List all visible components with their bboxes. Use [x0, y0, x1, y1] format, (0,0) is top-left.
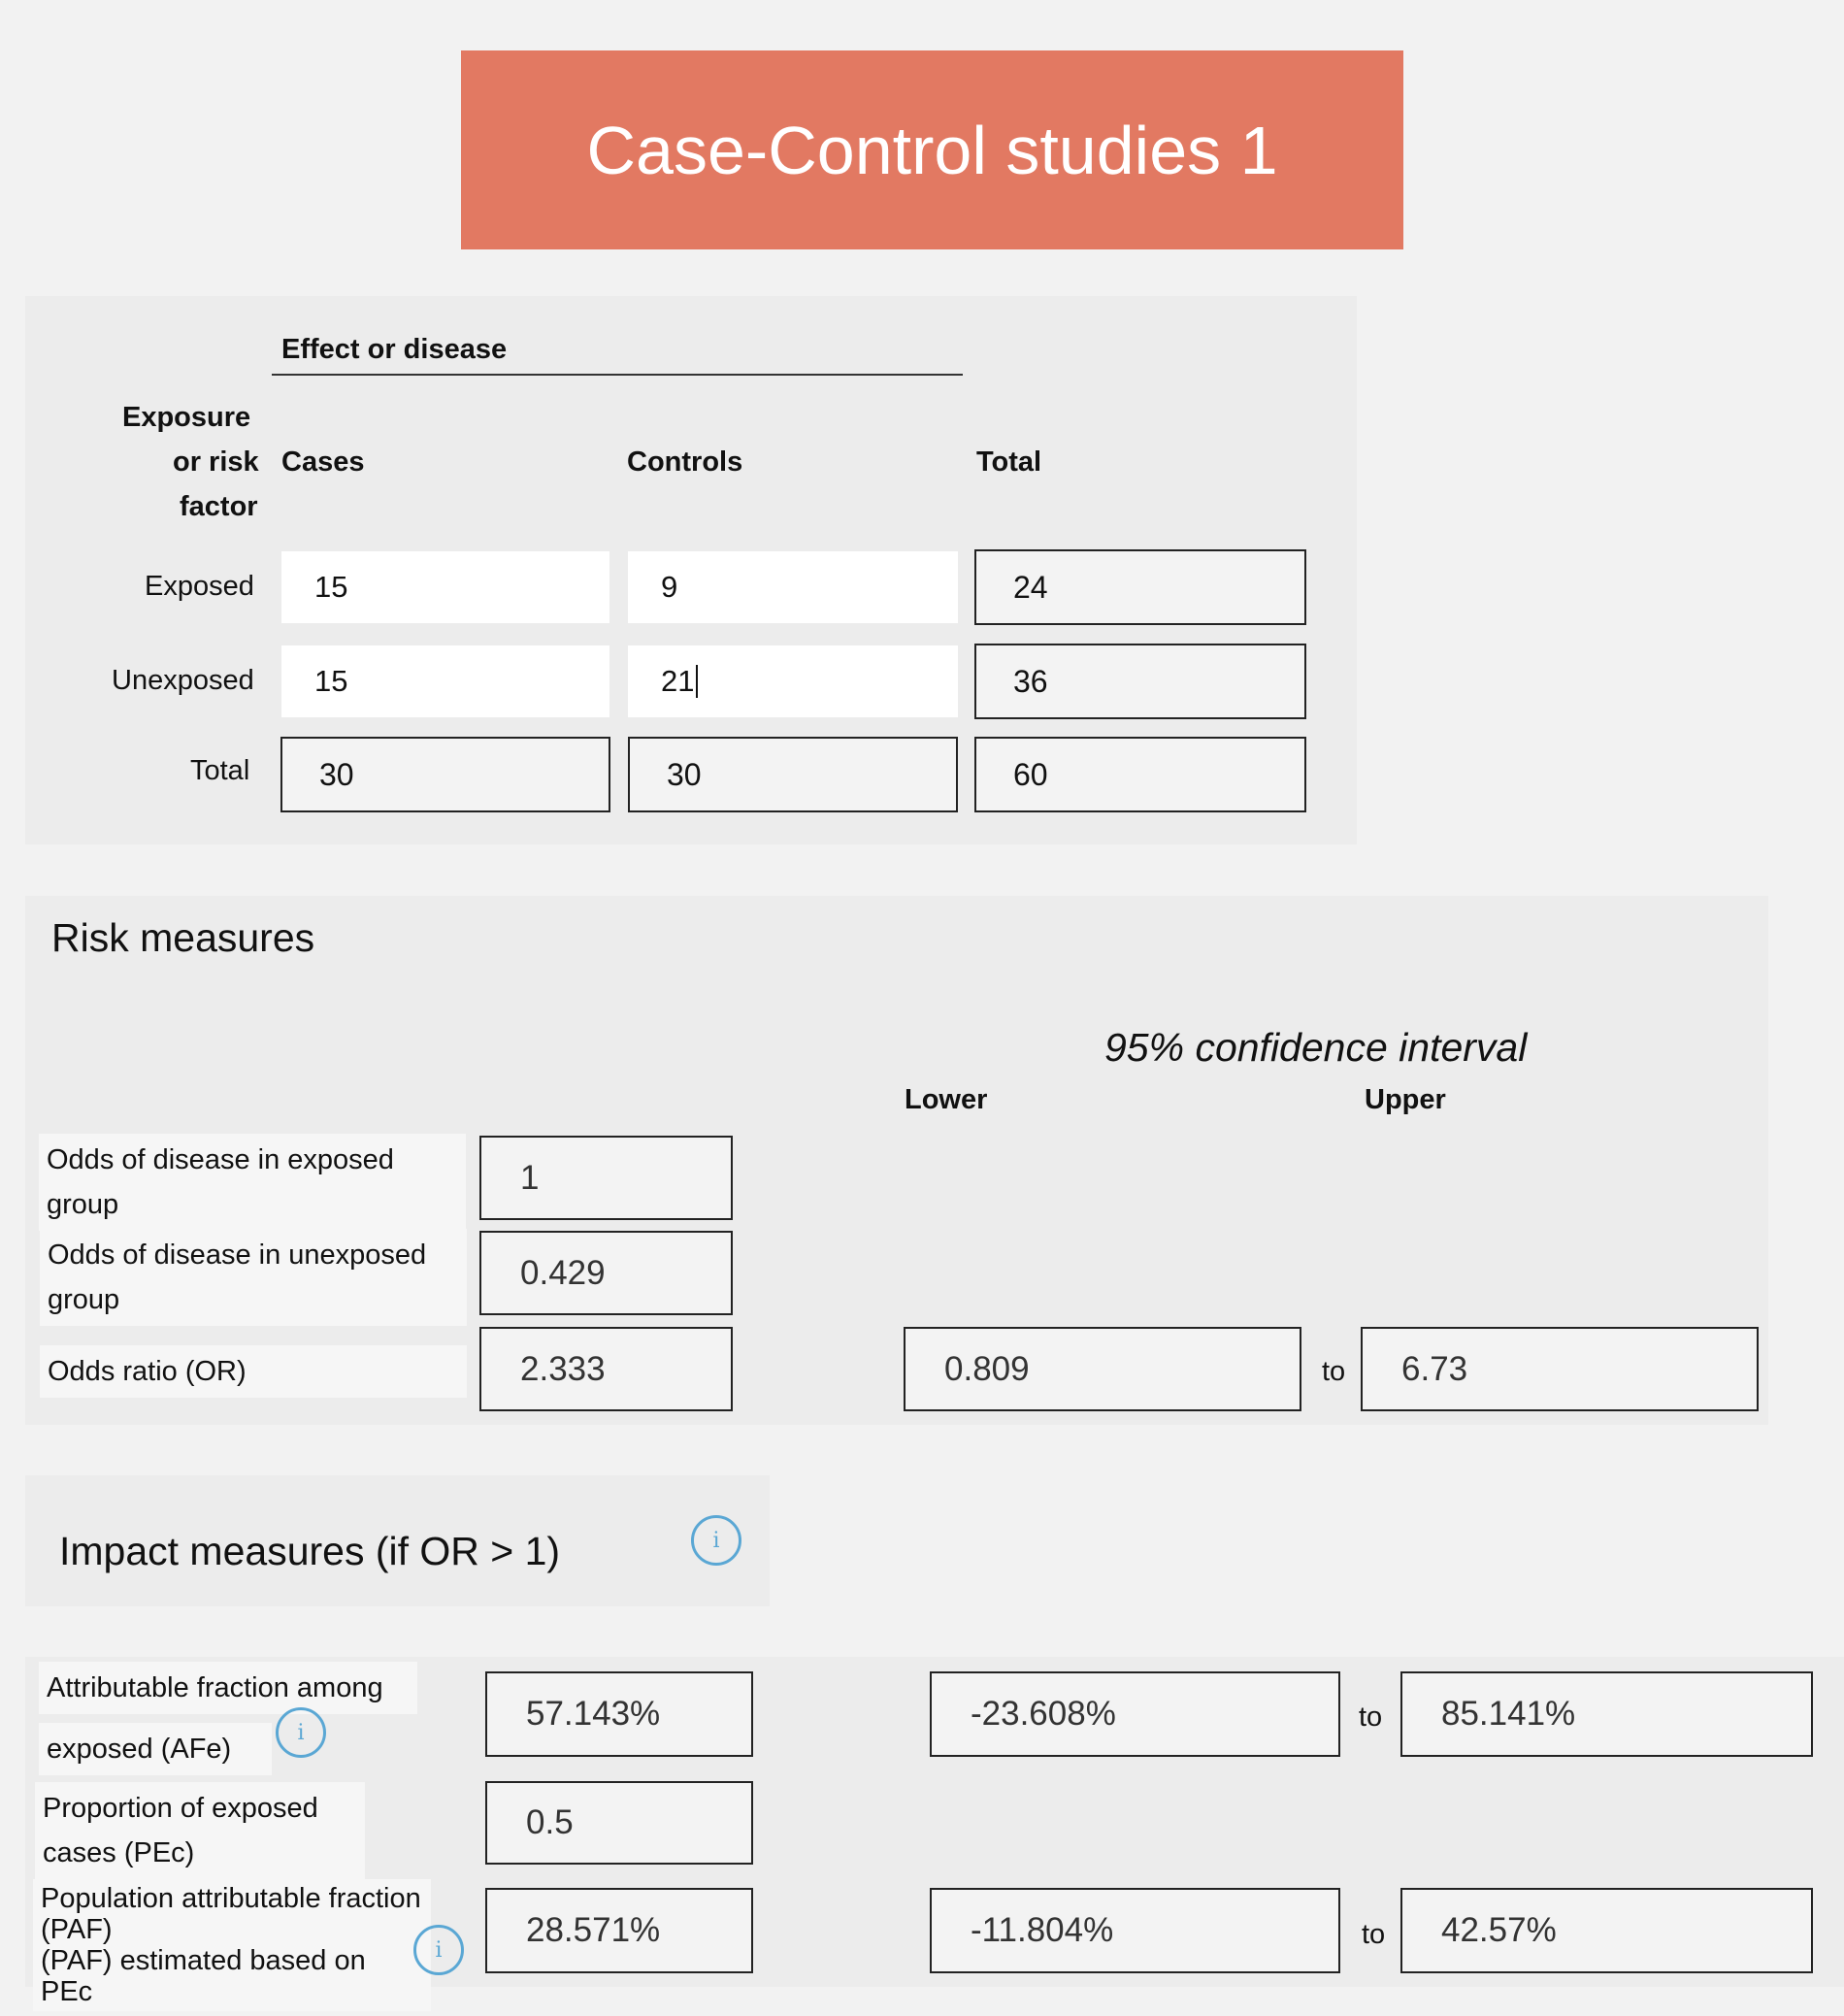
- page-title: Case-Control studies 1: [586, 112, 1278, 188]
- odds-ratio-ci-lower: 0.809: [904, 1327, 1301, 1411]
- exposed-controls-input[interactable]: 9: [628, 551, 958, 623]
- grand-total-field: 60: [974, 737, 1306, 812]
- text-caret: [696, 665, 698, 698]
- odds-unexposed-label-line1: Odds of disease in unexposed: [48, 1239, 427, 1271]
- pec-value: 0.5: [485, 1781, 753, 1865]
- pec-label-line2: cases (PEc): [43, 1837, 195, 1868]
- paf-label-line4: PEc: [41, 1976, 93, 2007]
- odds-unexposed-label: [40, 1229, 467, 1326]
- odds-ratio-value: 2.333: [479, 1327, 733, 1411]
- odds-ratio-ci-to: to: [1322, 1356, 1346, 1387]
- page-title-banner: [461, 50, 1403, 249]
- effect-header: Effect or disease: [281, 334, 508, 365]
- exposed-total-field: 24: [974, 549, 1306, 625]
- row-exposed-label: Exposed: [145, 571, 254, 602]
- afe-ci-lower: -23.608%: [930, 1671, 1340, 1757]
- col-controls-header: Controls: [627, 446, 743, 478]
- exposed-cases-input[interactable]: 15: [281, 551, 609, 623]
- paf-ci-upper: 42.57%: [1400, 1888, 1813, 1973]
- unexposed-controls-input[interactable]: [628, 645, 958, 717]
- paf-label-line2: (PAF): [41, 1914, 113, 1945]
- risk-heading: Risk measures: [51, 915, 315, 960]
- paf-label-line1: Population attributable fraction: [41, 1883, 421, 1914]
- unexposed-controls-value: 21: [661, 664, 695, 698]
- pec-label-line1: Proportion of exposed: [43, 1793, 318, 1824]
- exposure-header-line3: factor: [180, 491, 258, 522]
- row-unexposed-label: Unexposed: [112, 665, 254, 696]
- paf-ci-to: to: [1362, 1919, 1386, 1950]
- afe-info-icon[interactable]: i: [276, 1707, 326, 1758]
- row-total-label: Total: [190, 755, 250, 786]
- total-controls-field: 30: [628, 737, 958, 812]
- afe-label-line2: exposed (AFe): [39, 1723, 272, 1775]
- ci-lower-header: Lower: [905, 1084, 988, 1115]
- afe-ci-upper: 85.141%: [1400, 1671, 1813, 1757]
- ci-heading: 95% confidence interval: [1104, 1025, 1528, 1070]
- unexposed-total-field: 36: [974, 644, 1306, 719]
- odds-exposed-label-line1: Odds of disease in exposed: [47, 1144, 394, 1175]
- exposure-header-line2: or risk: [173, 446, 259, 478]
- odds-unexposed-value: 0.429: [479, 1231, 733, 1315]
- odds-exposed-value: 1: [479, 1136, 733, 1220]
- pec-label: [35, 1782, 365, 1879]
- afe-label-line1: Attributable fraction among: [39, 1662, 417, 1714]
- ci-upper-header: Upper: [1365, 1084, 1446, 1115]
- exposure-header-line1: Exposure: [122, 402, 251, 433]
- odds-exposed-label-line2: group: [47, 1189, 119, 1220]
- odds-ratio-label: Odds ratio (OR): [40, 1345, 467, 1398]
- afe-ci-to: to: [1359, 1702, 1383, 1733]
- impact-info-icon[interactable]: i: [691, 1515, 741, 1566]
- paf-label: [33, 1879, 431, 2011]
- afe-value: 57.143%: [485, 1671, 753, 1757]
- col-total-header: Total: [976, 446, 1042, 478]
- odds-exposed-label: [39, 1134, 466, 1231]
- paf-label-line3: (PAF) estimated based on: [41, 1945, 366, 1976]
- odds-unexposed-label-line2: group: [48, 1284, 120, 1315]
- odds-ratio-ci-upper: 6.73: [1361, 1327, 1759, 1411]
- paf-ci-lower: -11.804%: [930, 1888, 1340, 1973]
- effect-header-rule: [272, 374, 963, 376]
- impact-heading: Impact measures (if OR > 1): [59, 1529, 561, 1573]
- col-cases-header: Cases: [281, 446, 365, 478]
- unexposed-cases-input[interactable]: 15: [281, 645, 609, 717]
- paf-info-icon[interactable]: i: [413, 1925, 464, 1975]
- total-cases-field: 30: [280, 737, 610, 812]
- paf-value: 28.571%: [485, 1888, 753, 1973]
